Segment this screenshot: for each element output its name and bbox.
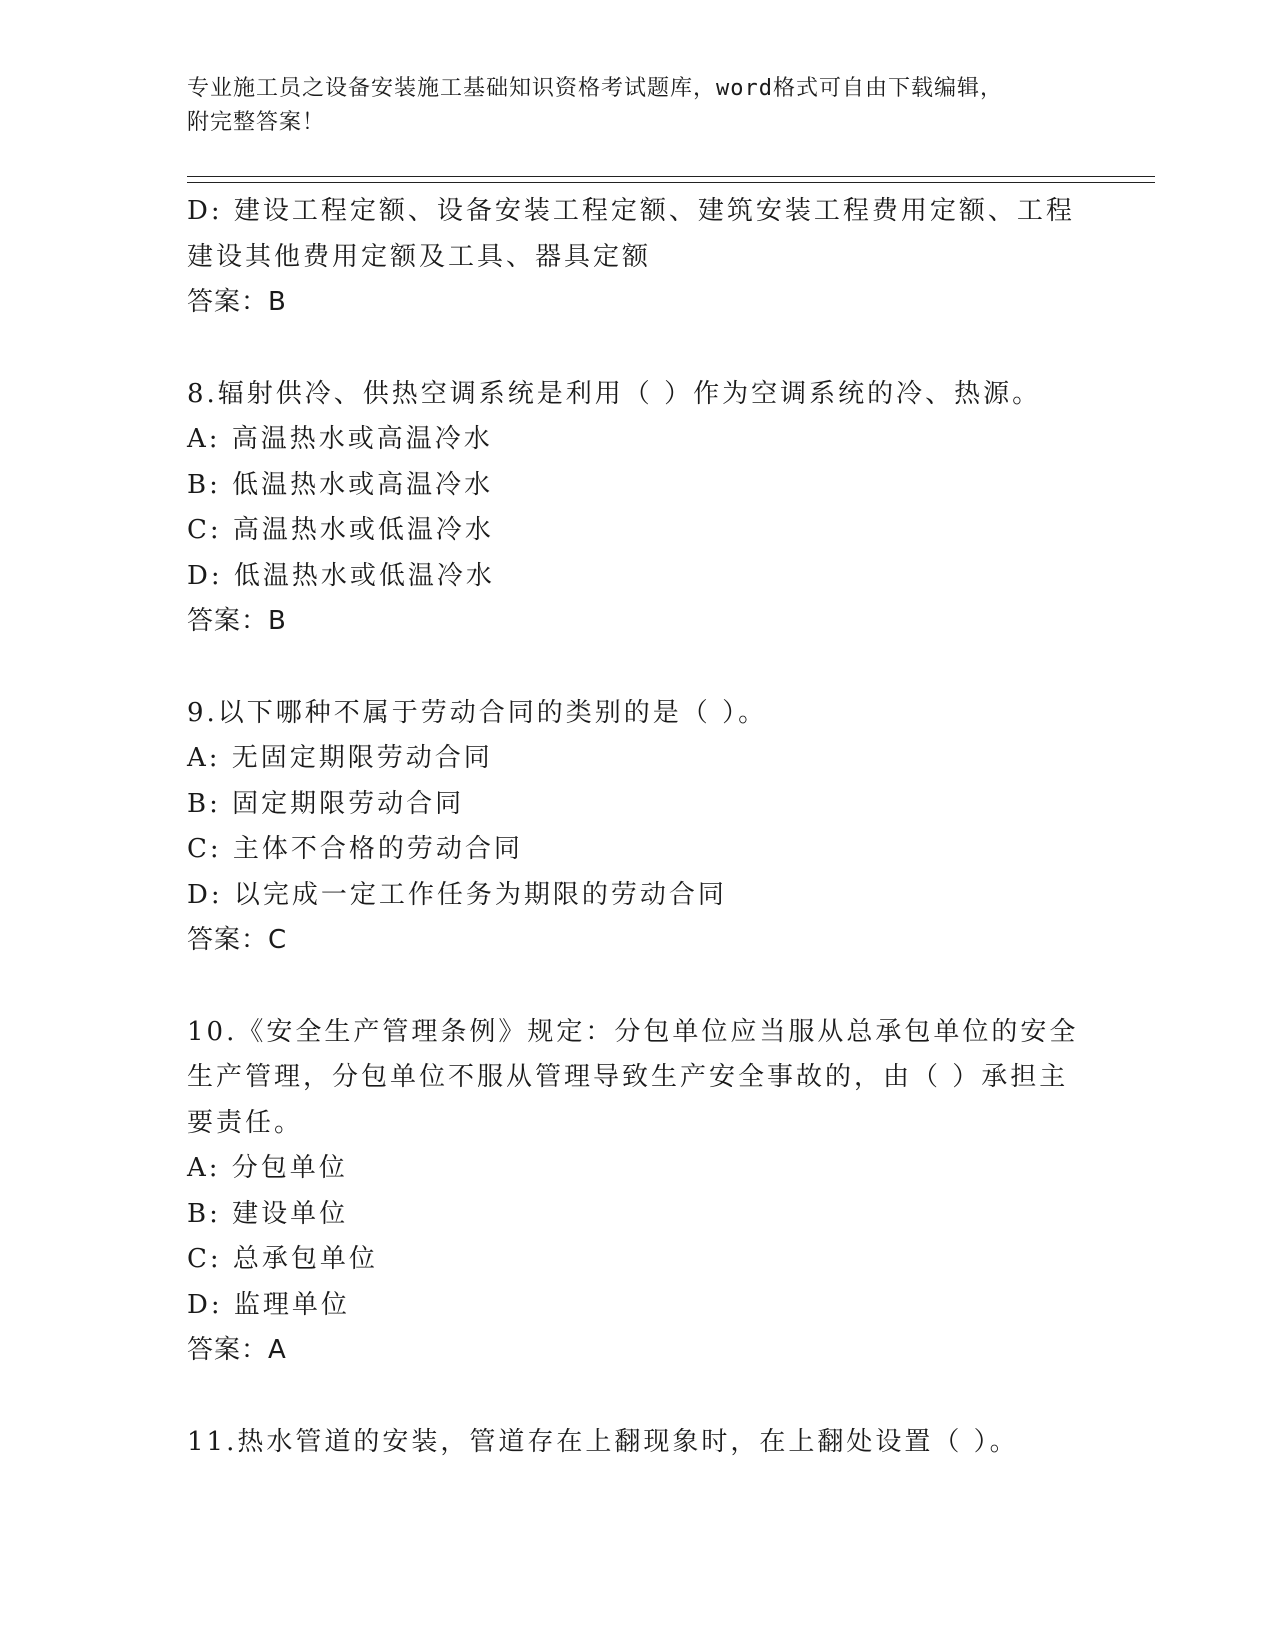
question-11 [187,1420,1087,1466]
header-divider-bottom [187,182,1155,183]
question-8 [187,372,1087,645]
answer-line: 答案：B [187,287,287,317]
question-9 [187,691,1087,964]
option-c: C: 主体不合格的劳动合同 [187,834,523,864]
option-d-line-1: D: 建设工程定额、设备安装工程定额、建筑安装工程费用定额、工程 [187,196,1075,226]
option-d: D: 监理单位 [187,1289,350,1320]
option-b: B: 建设单位 [187,1198,349,1229]
option-b: B: 低温热水或高温冷水 [187,469,494,500]
option-b: B: 固定期限劳动合同 [187,788,465,819]
option-a: A: 高温热水或高温冷水 [187,424,493,454]
document-header [187,72,1087,140]
question-stem: 9.以下哪种不属于劳动合同的类别的是（ ）。 [187,697,768,728]
question-spacer [187,645,1087,691]
question-stem: 11.热水管道的安装，管道存在上翻现象时，在上翻处设置（ ）。 [187,1426,1019,1457]
question-spacer [187,1374,1087,1420]
option-a: A: 分包单位 [187,1153,348,1183]
question-stem: 8.辐射供冷、供热空调系统是利用（ ）作为空调系统的冷、热源。 [187,378,1042,409]
option-d: D: 低温热水或低温冷水 [187,560,495,591]
option-c: C: 高温热水或低温冷水 [187,515,494,545]
answer-line: 答案：A [187,1335,287,1365]
option-d-line-2: 建设其他费用定额及工具、器具定额 [187,241,652,272]
question-stem-line-3: 要责任。 [187,1107,304,1138]
option-d: D: 以完成一定工作任务为期限的劳动合同 [187,879,727,910]
header-line-2: 附完整答案！ [187,110,326,135]
question-content [187,189,1087,1465]
previous-question-tail [187,189,1087,326]
option-a: A: 无固定期限劳动合同 [187,743,493,773]
header-line-1: 专业施工员之设备安装施工基础知识资格考试题库，word格式可自由下载编辑， [187,76,1003,101]
question-spacer [187,964,1087,1010]
question-stem-line-1: 10.《安全生产管理条例》规定：分包单位应当服从总承包单位的安全 [187,1016,1079,1047]
answer-line: 答案：B [187,606,287,636]
option-c: C: 总承包单位 [187,1244,378,1274]
question-spacer [187,326,1087,372]
answer-line: 答案：C [187,925,288,955]
question-stem-line-2: 生产管理，分包单位不服从管理导致生产安全事故的，由（ ）承担主 [187,1062,1069,1092]
header-divider-top [187,176,1155,177]
question-10 [187,1010,1087,1374]
